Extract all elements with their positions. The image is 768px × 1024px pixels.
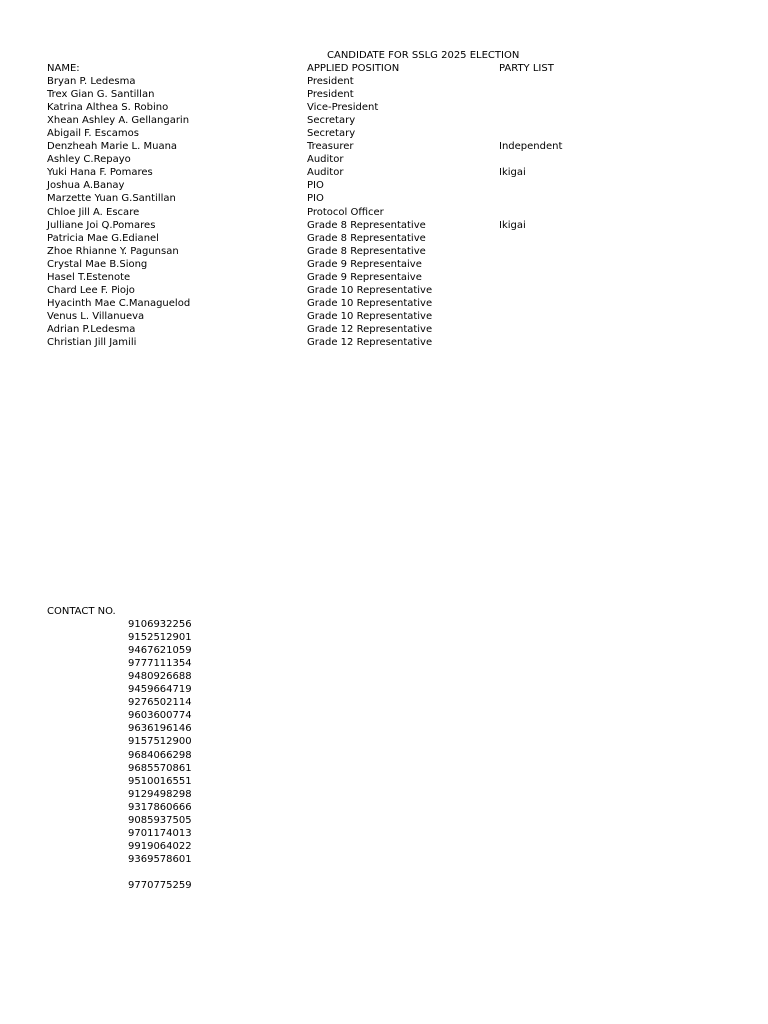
table-row [0, 336, 768, 349]
table-row [0, 245, 768, 258]
applied-position: Vice-President [307, 102, 379, 114]
contact-number: 9684066298 [128, 749, 192, 761]
applied-position: PIO [307, 180, 324, 192]
table-row [0, 310, 768, 323]
candidate-name: Trex Gian G. Santillan [47, 89, 155, 101]
contact-number: 9317860666 [128, 801, 192, 813]
contact-number: 9480926688 [128, 671, 192, 683]
applied-position: Grade 12 Representative [307, 337, 433, 348]
contact-number: 9369578601 [128, 853, 192, 865]
table-row [0, 114, 768, 127]
applied-position: Auditor [307, 167, 344, 179]
table-row [0, 127, 768, 140]
applied-position: Treasurer [307, 141, 354, 153]
candidate-name: Yuki Hana F. Pomares [47, 167, 153, 179]
table-row [0, 258, 768, 271]
contact-number: 9777111354 [128, 658, 192, 670]
candidate-name: Katrina Althea S. Robino [47, 102, 169, 114]
party-list: Ikigai [499, 219, 526, 231]
table-row [0, 166, 768, 179]
candidate-name: Christian Jill Jamili [47, 337, 137, 348]
applied-position: Grade 8 Representative [307, 245, 426, 257]
applied-position: Grade 8 Representative [307, 219, 426, 231]
candidate-name: Denzheah Marie L. Muana [47, 141, 178, 153]
contact-number: 9085937505 [128, 814, 192, 826]
table-row [0, 153, 768, 166]
applied-position: Auditor [307, 154, 344, 166]
table-row [0, 271, 768, 284]
candidate-name: Bryan P. Ledesma [47, 76, 136, 87]
candidate-name: Chloe Jill A. Escare [47, 206, 140, 218]
candidate-name: Joshua A.Banay [47, 180, 125, 192]
candidate-name: Crystal Mae B.Siong [47, 258, 148, 270]
table-row [0, 179, 768, 192]
party-list: Independent [499, 141, 563, 153]
candidate-name: Ashley C.Repayo [47, 154, 131, 166]
table-row [0, 192, 768, 205]
header-position: APPLIED POSITION [307, 63, 400, 74]
contact-number: 9770775259 [128, 880, 192, 891]
contact-header: CONTACT NO. [47, 606, 116, 617]
candidate-name: Hasel T.Estenote [47, 271, 131, 283]
table-row [0, 284, 768, 297]
applied-position: Grade 8 Representative [307, 232, 426, 244]
candidate-name: Xhean Ashley A. Gellangarin [47, 115, 190, 127]
applied-position: President [307, 76, 354, 87]
table-row [0, 206, 768, 219]
header-name: NAME: [47, 63, 80, 74]
contact-number: 9106932256 [128, 619, 192, 630]
candidate-name: Julliane Joi Q.Pomares [47, 219, 156, 231]
applied-position: PIO [307, 193, 324, 205]
document-title: CANDIDATE FOR SSLG 2025 ELECTION [327, 50, 520, 61]
table-row [0, 140, 768, 153]
applied-position: Grade 10 Representative [307, 297, 433, 309]
contact-number: 9919064022 [128, 840, 192, 852]
contact-number: 9152512901 [128, 632, 192, 644]
candidate-name: Zhoe Rhianne Y. Pagunsan [47, 245, 179, 257]
header-row [0, 62, 768, 75]
applied-position: Grade 9 Representaive [307, 271, 422, 283]
candidate-name: Abigail F. Escamos [47, 128, 139, 140]
applied-position: Secretary [307, 128, 356, 140]
table-row [0, 101, 768, 114]
table-row [0, 232, 768, 245]
contact-number: 9157512900 [128, 736, 192, 748]
candidate-name: Chard Lee F. Piojo [47, 284, 135, 296]
contact-number: 9129498298 [128, 788, 192, 800]
candidate-name: Marzette Yuan G.Santillan [47, 193, 176, 205]
party-list: Ikigai [499, 167, 526, 179]
contact-number: 9459664719 [128, 684, 192, 696]
contact-number: 9685570861 [128, 762, 192, 774]
contact-number: 9636196146 [128, 723, 192, 735]
applied-position: Grade 10 Representative [307, 310, 433, 322]
contact-number: 9510016551 [128, 775, 192, 787]
applied-position: Secretary [307, 115, 356, 127]
candidate-name: Hyacinth Mae C.Managuelod [47, 297, 191, 309]
applied-position: Grade 10 Representative [307, 284, 433, 296]
table-row [0, 75, 768, 88]
applied-position: President [307, 89, 354, 101]
contact-number: 9603600774 [128, 710, 192, 722]
header-party: PARTY LIST [499, 63, 554, 74]
contact-number: 9276502114 [128, 697, 192, 709]
table-row [0, 88, 768, 101]
contact-number: 9701174013 [128, 827, 192, 839]
table-row [0, 219, 768, 232]
contact-number: 9467621059 [128, 645, 192, 657]
applied-position: Protocol Officer [307, 206, 384, 218]
table-row [0, 323, 768, 336]
applied-position: Grade 9 Representaive [307, 258, 422, 270]
applied-position: Grade 12 Representative [307, 323, 433, 335]
table-row [0, 297, 768, 310]
candidate-name: Venus L. Villanueva [47, 310, 145, 322]
candidate-name: Adrian P.Ledesma [47, 323, 136, 335]
candidate-name: Patricia Mae G.Edianel [47, 232, 159, 244]
